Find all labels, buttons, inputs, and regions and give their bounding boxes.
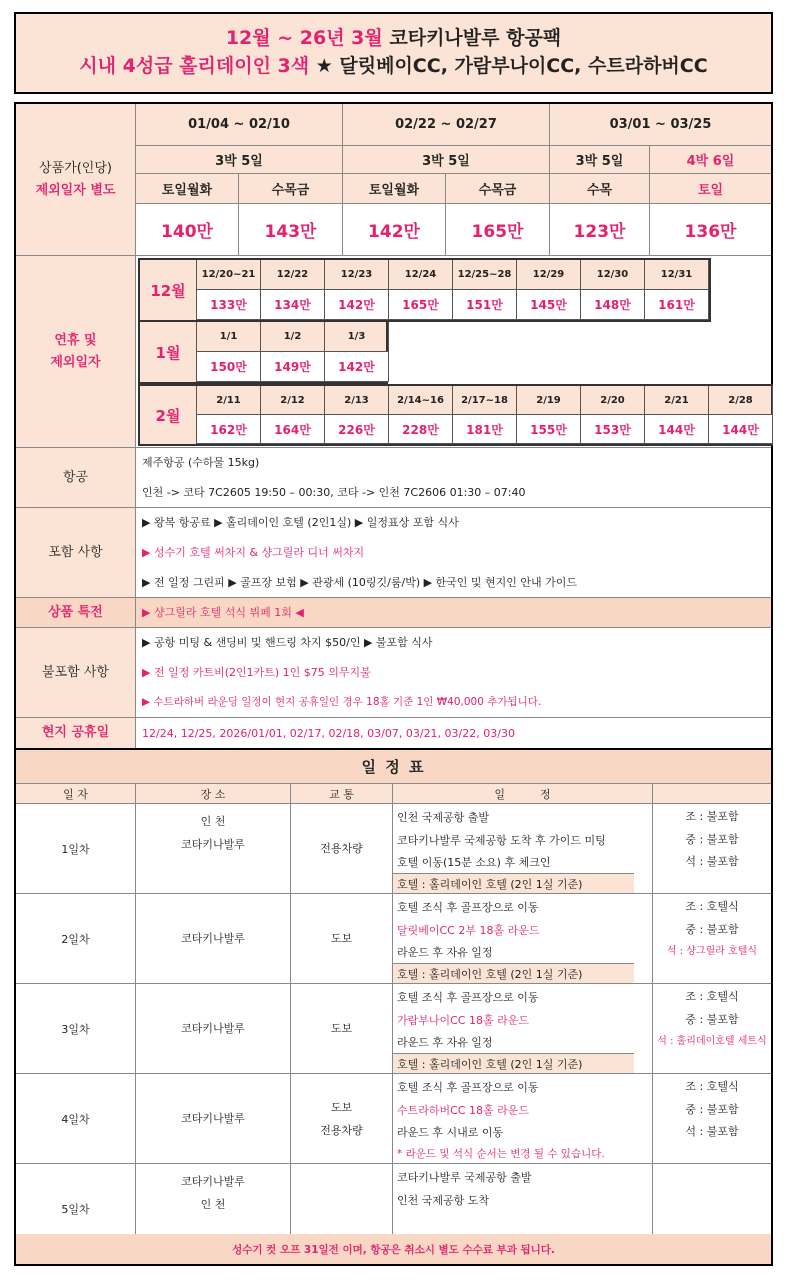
price-2: 143만	[239, 204, 343, 256]
holiday-label-line2: 제외일자	[50, 354, 101, 370]
nights-4: 4박 6일	[650, 146, 771, 174]
price-5: 123만	[550, 204, 650, 256]
holiday-price: 226만	[325, 415, 389, 444]
title-banner	[14, 12, 773, 94]
holiday-date: 2/20	[581, 386, 645, 415]
holiday-date: 2/21	[645, 386, 709, 415]
itinerary-meal: 석 : 불포함	[685, 1125, 739, 1138]
itinerary-meal: 중 : 불포함	[685, 1102, 739, 1116]
itinerary-item: 수트라하버CC 18홀 라운드	[397, 1103, 529, 1117]
local-holiday-info	[136, 718, 771, 748]
holiday-date: 12/20~21	[197, 260, 261, 290]
price-label-line1: 상품가(인당)	[39, 160, 112, 176]
excluded-line-1: ▶ 공항 미팅 & 샌딩비 및 핸드링 차지 $50/인 ▶ 불포함 식사	[142, 636, 433, 650]
itinerary-hotel: 호텔 : 홀리데이인 호텔 (2인 1실 기준)	[393, 873, 634, 893]
itinerary-item: 인천 국제공항 도착	[397, 1193, 490, 1207]
itinerary-place: 코타키나발루	[181, 1112, 245, 1125]
month-jan: 1월	[140, 322, 197, 382]
holiday-date: 2/11	[197, 386, 261, 415]
holiday-price: 162만	[197, 415, 261, 444]
col-header-schedule: 일 정	[393, 784, 653, 804]
itinerary-item: 호텔 조식 후 골프장으로 이동	[397, 1081, 539, 1094]
itinerary-meal: 조 : 호텔식	[685, 990, 739, 1003]
itinerary-day: 2일차	[16, 894, 136, 984]
title-period: 12월 ~ 26년 3월	[225, 27, 383, 49]
title-line-1	[16, 24, 771, 52]
itinerary-transport-cell	[291, 894, 393, 984]
local-holiday-text: 12/24, 12/25, 2026/01/01, 02/17, 02/18, 03/07, 03/21, 03/22, 03/30	[142, 726, 515, 740]
holiday-date: 12/22	[261, 260, 325, 290]
excluded-label	[16, 628, 136, 718]
itinerary-title: 일 정 표	[16, 750, 771, 784]
itinerary-item: 라운드 후 자유 일정	[397, 1036, 493, 1049]
itinerary-note: * 라운드 및 석식 순서는 변경 될 수 있습니다.	[397, 1147, 605, 1160]
holiday-price: 150만	[197, 352, 261, 382]
itinerary-meal: 조 : 호텔식	[685, 900, 739, 913]
itinerary-item: 호텔 조식 후 골프장으로 이동	[397, 901, 539, 914]
period-2: 02/22 ~ 02/27	[343, 104, 550, 146]
col-header-day: 일 자	[16, 784, 136, 804]
holiday-price: 164만	[261, 415, 325, 444]
itinerary-meals-cell	[653, 984, 771, 1074]
excluded-label-text: 불포함 사항	[42, 664, 109, 680]
itinerary-place-cell	[136, 984, 291, 1074]
itinerary-table	[14, 750, 773, 1266]
col-header-transport: 교 통	[291, 784, 393, 804]
price-6: 136만	[650, 204, 771, 256]
special-label-text: 상품 특전	[48, 604, 103, 620]
holiday-date: 1/1	[197, 322, 261, 352]
itinerary-transport-cell	[291, 1074, 393, 1164]
period-3: 03/01 ~ 03/25	[550, 104, 771, 146]
holiday-label-line1: 연휴 및	[54, 332, 97, 348]
holiday-price: 148만	[581, 290, 645, 320]
holiday-price: 144만	[709, 415, 773, 444]
holiday-date: 12/25~28	[453, 260, 517, 290]
days-3: 토일월화	[343, 174, 446, 204]
title-product: 코타키나발루 항공팩	[382, 27, 562, 49]
itinerary-place: 인 천	[200, 1198, 226, 1211]
holiday-date: 1/2	[261, 322, 325, 352]
included-line-1: ▶ 왕복 항공료 ▶ 홀리데이인 호텔 (2인1실) ▶ 일정표상 포함 식사	[142, 516, 459, 530]
holiday-date: 12/23	[325, 260, 389, 290]
price-label	[16, 104, 136, 256]
holiday-price: 161만	[645, 290, 709, 320]
itinerary-transport-cell	[291, 984, 393, 1074]
itinerary-day: 5일차	[16, 1164, 136, 1254]
itinerary-transport: 도보	[330, 1022, 353, 1035]
special-info	[136, 598, 771, 628]
title-courses: ★ 달릿베이CC, 가람부나이CC, 수트라하버CC	[309, 55, 708, 77]
included-line-2: ▶ 성수기 호텔 써차지 & 샹그릴라 디너 써차지	[142, 545, 365, 559]
flight-info	[136, 448, 771, 508]
col-header-meals	[653, 784, 771, 804]
itinerary-hotel: 호텔 : 홀리데이인 호텔 (2인 1실 기준)	[393, 963, 634, 983]
holiday-date: 12/24	[389, 260, 453, 290]
holiday-price: 149만	[261, 352, 325, 382]
flight-label-text: 항공	[62, 469, 89, 485]
holiday-price: 144만	[645, 415, 709, 444]
itinerary-meals-cell	[653, 804, 771, 894]
itinerary-meal: 석 : 불포함	[685, 855, 739, 868]
holiday-price: 142만	[325, 290, 389, 320]
local-holiday-label	[16, 718, 136, 748]
itinerary-item: 코타키나발루 국제공항 출발	[397, 1171, 532, 1184]
holiday-price: 165만	[389, 290, 453, 320]
itinerary-hotel: 호텔 : 홀리데이인 호텔 (2인 1실 기준)	[393, 1053, 634, 1073]
holiday-grid-jan	[138, 322, 388, 384]
price-1: 140만	[136, 204, 239, 256]
days-6: 토일	[650, 174, 771, 204]
days-5: 수목	[550, 174, 650, 204]
holiday-price: 228만	[389, 415, 453, 444]
holiday-date: 2/14~16	[389, 386, 453, 415]
itinerary-day: 1일차	[16, 804, 136, 894]
nights-3: 3박 5일	[550, 146, 650, 174]
itinerary-place: 인 천	[200, 815, 226, 828]
itinerary-meals-cell	[653, 1074, 771, 1164]
flight-airline: 제주항공 (수하물 15kg)	[142, 456, 260, 470]
excluded-info	[136, 628, 771, 718]
price-label-line2: 제외일자 별도	[35, 182, 116, 198]
holiday-price: 142만	[325, 352, 389, 382]
nights-1: 3박 5일	[136, 146, 343, 174]
days-2: 수목금	[239, 174, 343, 204]
itinerary-meal: 중 : 불포함	[685, 832, 739, 846]
included-label-text: 포함 사항	[48, 544, 103, 560]
days-4: 수목금	[446, 174, 550, 204]
holiday-date: 2/12	[261, 386, 325, 415]
special-text: ▶ 샹그릴라 호텔 석식 뷔페 1회 ◀	[142, 606, 304, 619]
itinerary-transport: 도보	[330, 1100, 353, 1114]
product-info-table	[14, 102, 773, 750]
itinerary-item: 달릿베이CC 2부 18홀 라운드	[397, 923, 540, 937]
holiday-date: 12/30	[581, 260, 645, 290]
itinerary-meal: 중 : 불포함	[685, 922, 739, 936]
itinerary-item: 인천 국제공항 출발	[397, 811, 490, 824]
itinerary-item: 라운드 후 시내로 이동	[397, 1126, 504, 1139]
flight-label	[16, 448, 136, 508]
included-line-3: ▶ 전 일정 그린피 ▶ 골프장 보험 ▶ 관광세 (10링깃/룸/박) ▶ 한국인 및 현지인 안내 가이드	[142, 575, 578, 589]
itinerary-item: 코타키나발루 국제공항 도착 후 가이드 미팅	[397, 833, 606, 847]
holiday-date: 12/31	[645, 260, 709, 290]
included-label	[16, 508, 136, 598]
period-1: 01/04 ~ 02/10	[136, 104, 343, 146]
itinerary-item: 가람부나이CC 18홀 라운드	[397, 1013, 529, 1027]
itinerary-place: 코타키나발루	[181, 1175, 245, 1188]
holiday-date: 12/29	[517, 260, 581, 290]
flight-schedule: 인천 -> 코타 7C2605 19:50 – 00:30, 코타 -> 인천 7C2606 01:30 – 07:40	[142, 485, 526, 499]
days-1: 토일월화	[136, 174, 239, 204]
holiday-price: 133만	[197, 290, 261, 320]
itinerary-meal: 중 : 불포함	[685, 1012, 739, 1026]
itinerary-place-cell	[136, 804, 291, 894]
holiday-price: 134만	[261, 290, 325, 320]
holiday-date: 2/17~18	[453, 386, 517, 415]
itinerary-item: 호텔 조식 후 골프장으로 이동	[397, 991, 539, 1004]
col-header-place: 장 소	[136, 784, 291, 804]
itinerary-day: 4일차	[16, 1074, 136, 1164]
price-3: 142만	[343, 204, 446, 256]
itinerary-transport-cell	[291, 804, 393, 894]
itinerary-transport: 도보	[330, 932, 353, 945]
itinerary-meal: 조 : 불포함	[685, 810, 739, 823]
itinerary-meal: 석 : 샹그릴라 호텔식	[666, 946, 758, 957]
itinerary-place-cell	[136, 894, 291, 984]
holiday-date: 1/3	[325, 322, 389, 352]
month-feb: 2월	[140, 386, 197, 444]
itinerary-footer-note: 성수기 컷 오프 31일전 이며, 항공은 취소시 별도 수수료 부과 됩니다.	[16, 1234, 771, 1264]
itinerary-item: 호텔 이동(15분 소요) 후 체크인	[397, 856, 551, 869]
holiday-price: 145만	[517, 290, 581, 320]
excluded-line-2: ▶ 전 일정 카트비(2인1카트) 1인 $75 의무지불	[142, 665, 371, 679]
holiday-price: 155만	[517, 415, 581, 444]
title-hotel: 시내 4성급 홀리데이인 3색	[79, 55, 310, 77]
month-dec: 12월	[140, 260, 197, 320]
nights-2: 3박 5일	[343, 146, 550, 174]
holiday-grid-dec	[138, 258, 711, 322]
title-line-2	[16, 52, 771, 80]
itinerary-day: 3일차	[16, 984, 136, 1074]
holiday-price: 153만	[581, 415, 645, 444]
holiday-label	[16, 256, 136, 448]
itinerary-place: 코타키나발루	[181, 932, 245, 945]
special-label	[16, 598, 136, 628]
local-holiday-label-text: 현지 공휴일	[41, 725, 110, 740]
excluded-line-3: ▶ 수트라하버 라운딩 일정이 현지 공휴일인 경우 18홀 기준 1인 ₩40,000 추가됩니다.	[142, 695, 542, 708]
holiday-date: 2/19	[517, 386, 581, 415]
itinerary-item: 라운드 후 자유 일정	[397, 946, 493, 959]
holiday-price: 151만	[453, 290, 517, 320]
holiday-price: 181만	[453, 415, 517, 444]
itinerary-meals-cell	[653, 894, 771, 984]
holiday-date: 2/28	[709, 386, 773, 415]
itinerary-transport: 전용차량	[320, 842, 363, 855]
itinerary-meal: 석 : 홀리데이호텔 세트식	[657, 1036, 767, 1047]
holiday-grid-feb	[138, 384, 773, 446]
itinerary-meal: 조 : 호텔식	[685, 1080, 739, 1093]
price-4: 165만	[446, 204, 550, 256]
itinerary-transport: 전용차량	[320, 1123, 363, 1137]
itinerary-place-cell	[136, 1074, 291, 1164]
itinerary-place: 코타키나발루	[181, 838, 245, 851]
itinerary-place: 코타키나발루	[181, 1022, 245, 1035]
included-info	[136, 508, 771, 598]
holiday-date: 2/13	[325, 386, 389, 415]
